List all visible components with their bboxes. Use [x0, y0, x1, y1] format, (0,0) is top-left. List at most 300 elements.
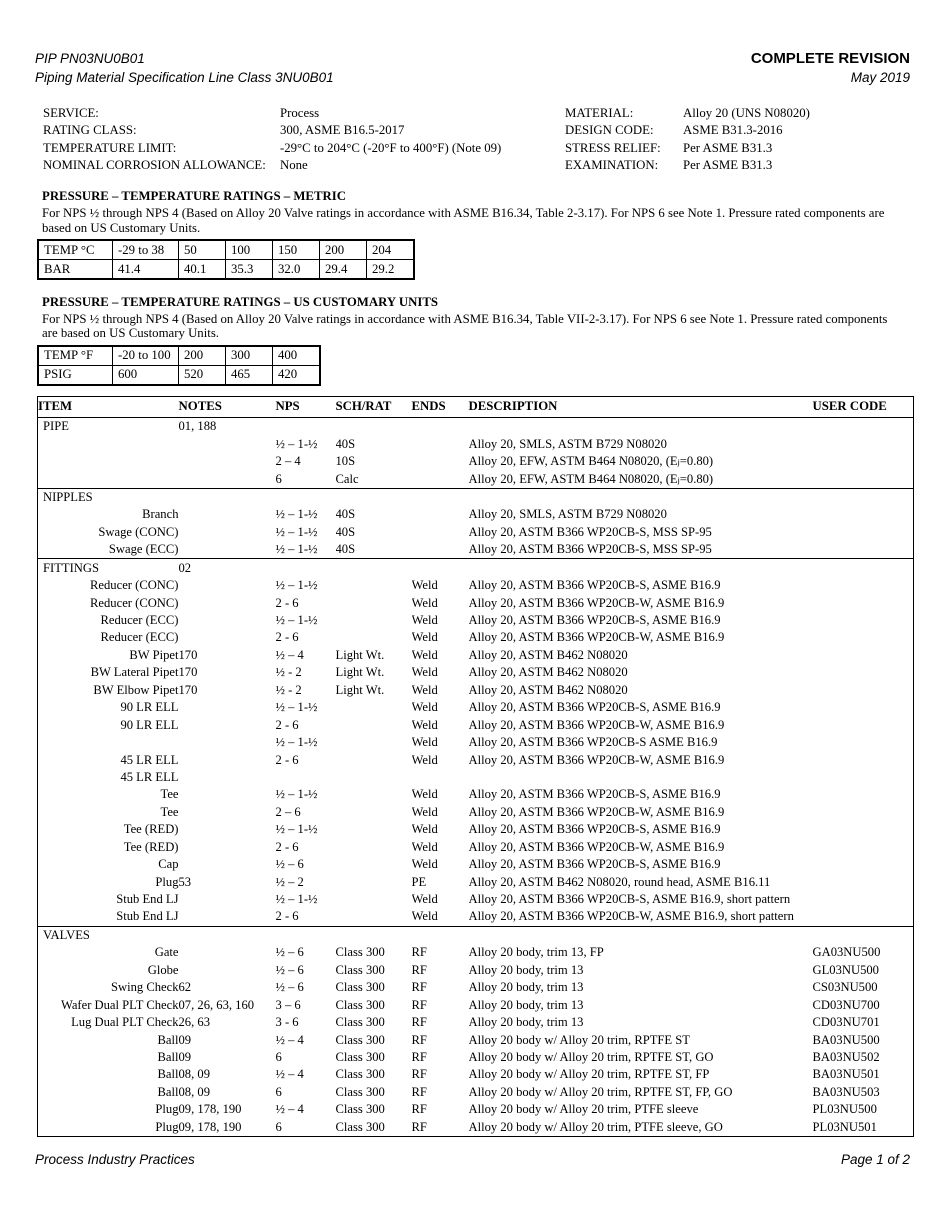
cell-notes	[179, 453, 276, 470]
pt-value: 100	[226, 240, 273, 260]
cell-nps: ½ - 2	[275, 665, 302, 680]
spec-row	[38, 453, 914, 470]
cell-item: BW Elbow Pipet	[93, 682, 179, 697]
pt-value: 200	[179, 346, 226, 366]
cell-item: Gate	[154, 945, 179, 960]
info-label: EXAMINATION:	[565, 157, 659, 172]
cell-sch: 40S	[335, 542, 356, 557]
cell-ends	[412, 417, 469, 435]
cell-code	[813, 506, 914, 523]
cell-code	[813, 908, 914, 926]
cell-item: Reducer (CONC)	[90, 578, 179, 593]
cell-desc: Alloy 20, ASTM B462 N08020, round head, ASME B16.11	[468, 874, 771, 889]
cell-ends: Weld	[411, 717, 438, 732]
cell-nps: 6	[275, 471, 282, 486]
cell-code	[813, 664, 914, 681]
cell-sch	[336, 751, 412, 768]
info-label: MATERIAL:	[565, 106, 634, 120]
pt-value: 50	[179, 240, 226, 260]
cell-desc: Alloy 20, ASTM B366 WP20CB-W, ASME B16.9	[468, 630, 725, 645]
pt-value: 204	[367, 240, 415, 260]
cell-nps	[276, 417, 336, 435]
pt-value: 300	[226, 346, 273, 366]
cell-notes: 09, 178, 190	[178, 1119, 242, 1134]
cell-desc: Alloy 20, ASTM B462 N08020	[468, 647, 628, 662]
spec-row	[38, 647, 914, 664]
cell-nps: 2 - 6	[275, 595, 299, 610]
cell-ends: Weld	[411, 665, 438, 680]
cell-code	[813, 435, 914, 452]
cell-code: BA03NU502	[812, 1049, 880, 1064]
cell-code	[813, 873, 914, 890]
cell-desc: Alloy 20 body w/ Alloy 20 trim, RPTFE ST, FP, GO	[468, 1084, 733, 1099]
cell-ends: Weld	[411, 647, 438, 662]
cell-code: PL03NU500	[812, 1102, 877, 1117]
info-label: SERVICE:	[43, 106, 99, 120]
cell-nps: ½ – 6	[275, 980, 304, 995]
spec-row	[38, 594, 914, 611]
pt-us-section	[42, 295, 910, 386]
section-name: PIPE	[38, 417, 179, 435]
cell-notes	[179, 891, 276, 908]
cell-desc: Alloy 20 body w/ Alloy 20 trim, PTFE sleeve	[468, 1102, 699, 1117]
spec-row	[38, 629, 914, 646]
cell-sch: Calc	[335, 471, 359, 486]
doc-number: PIP PN03NU0B01	[35, 51, 145, 66]
column-header-item: ITEM	[38, 396, 179, 417]
cell-nps: ½ – 4	[275, 1032, 304, 1047]
cell-sch	[336, 716, 412, 733]
title-block	[35, 50, 334, 87]
cell-item: Swing Check	[110, 980, 179, 995]
cell-desc: Alloy 20 body w/ Alloy 20 trim, PTFE sleeve, GO	[468, 1119, 723, 1134]
cell-sch	[336, 734, 412, 751]
cell-notes: 170	[178, 647, 198, 662]
cell-desc	[469, 417, 813, 435]
cell-desc: Alloy 20, ASTM B366 WP20CB-W, ASME B16.9	[468, 804, 725, 819]
cell-notes	[179, 716, 276, 733]
cell-code	[813, 417, 914, 435]
cell-notes: 02	[179, 559, 276, 577]
cell-nps: ½ - 2	[275, 682, 302, 697]
cell-code	[813, 541, 914, 559]
cell-desc	[469, 559, 813, 577]
cell-sch: Light Wt.	[335, 682, 385, 697]
info-value: Process	[280, 106, 320, 120]
cell-notes	[179, 944, 276, 961]
spec-row	[38, 751, 914, 768]
spec-row	[38, 612, 914, 629]
cell-ends: Weld	[411, 752, 438, 767]
pt-us-intro: For NPS ½ through NPS 4 (Based on Alloy 20 Valve ratings in accordance with ASME B16.34, Table VII-2-3.17). For NPS 6 see Note 1. Pressure rated components are based on US Customary Units.	[42, 312, 888, 341]
cell-nps: 3 – 6	[275, 997, 301, 1012]
cell-sch: Light Wt.	[335, 665, 385, 680]
cell-desc: Alloy 20, ASTM B366 WP20CB-S, ASME B16.9	[468, 857, 721, 872]
cell-notes	[179, 523, 276, 540]
cell-desc: Alloy 20 body w/ Alloy 20 trim, RPTFE ST, FP	[468, 1067, 710, 1082]
pt-value: 40.1	[179, 260, 226, 280]
cell-desc: Alloy 20, ASTM B366 WP20CB-S, ASME B16.9	[468, 578, 721, 593]
cell-sch	[336, 803, 412, 820]
pt-us-table	[37, 345, 321, 386]
cell-sch	[336, 612, 412, 629]
cell-desc: Alloy 20 body w/ Alloy 20 trim, RPTFE ST	[468, 1032, 690, 1047]
cell-sch: 10S	[335, 454, 356, 469]
cell-nps: ½ – 1-½	[275, 787, 318, 802]
cell-notes: 09	[178, 1032, 192, 1047]
spec-row	[38, 1118, 914, 1136]
cell-item: Reducer (CONC)	[90, 595, 179, 610]
pt-value: 465	[226, 365, 273, 385]
cell-item: Branch	[142, 507, 179, 522]
cell-code	[813, 559, 914, 577]
cell-sch: Class 300	[335, 1084, 385, 1099]
footer-org: Process Industry Practices	[35, 1152, 195, 1167]
cell-code	[813, 453, 914, 470]
cell-nps	[276, 559, 336, 577]
info-label: NOMINAL CORROSION ALLOWANCE:	[43, 157, 266, 172]
cell-sch: Class 300	[335, 1067, 385, 1082]
column-header-description: DESCRIPTION	[469, 396, 813, 417]
spec-row	[38, 716, 914, 733]
info-value: Alloy 20 (UNS N08020)	[683, 106, 810, 120]
cell-nps: ½ – 1-½	[275, 822, 318, 837]
pt-value: 150	[273, 240, 320, 260]
cell-notes	[179, 699, 276, 716]
cell-item: Lug Dual PLT Check	[71, 1015, 179, 1030]
cell-notes	[179, 786, 276, 803]
cell-nps: ½ – 1-½	[275, 892, 318, 907]
cell-code: PL03NU501	[812, 1119, 877, 1134]
cell-ends	[412, 523, 469, 540]
cell-desc	[469, 769, 813, 786]
info-value: None	[280, 157, 308, 172]
cell-ends	[412, 769, 469, 786]
info-value: ASME B31.3-2016	[683, 123, 783, 138]
cell-sch	[336, 417, 412, 435]
cell-nps: ½ – 6	[275, 945, 304, 960]
pt-value: 600	[113, 365, 179, 385]
revision-date: May 2019	[850, 69, 910, 85]
pt-value: 29.2	[367, 260, 415, 280]
pt-value: 35.3	[226, 260, 273, 280]
cell-ends: RF	[411, 1102, 427, 1117]
cell-item: Swage (CONC)	[98, 524, 179, 539]
column-header-nps: NPS	[276, 396, 336, 417]
pt-value: 41.4	[113, 260, 179, 280]
cell-item: Plug	[155, 874, 179, 889]
cell-ends: Weld	[411, 613, 438, 628]
spec-row	[38, 1031, 914, 1048]
cell-nps: ½ – 2	[275, 874, 304, 889]
cell-item: Reducer (ECC)	[100, 613, 179, 628]
spec-row	[38, 470, 914, 488]
cell-sch: Class 300	[335, 1032, 385, 1047]
cell-code: BA03NU500	[812, 1032, 880, 1047]
cell-item	[38, 453, 179, 470]
section-header-row	[38, 559, 914, 577]
spec-table-head	[38, 396, 914, 417]
cell-sch: Class 300	[335, 1102, 385, 1117]
spec-row	[38, 1066, 914, 1083]
doc-title: Piping Material Specification Line Class 3NU0B01	[35, 69, 334, 85]
cell-ends: Weld	[411, 578, 438, 593]
spec-row	[38, 786, 914, 803]
cell-notes: 53	[178, 874, 192, 889]
cell-sch	[336, 488, 412, 506]
cell-ends: RF	[411, 962, 427, 977]
cell-notes	[179, 506, 276, 523]
cell-ends: RF	[411, 1067, 427, 1082]
cell-code	[813, 803, 914, 820]
cell-ends	[412, 506, 469, 523]
cell-desc: Alloy 20 body, trim 13, FP	[468, 945, 604, 960]
spec-row	[38, 664, 914, 681]
column-header-notes: NOTES	[179, 396, 276, 417]
cell-code	[813, 821, 914, 838]
cell-item: Swage (ECC)	[108, 542, 179, 557]
cell-item: Reducer (ECC)	[100, 630, 179, 645]
cell-ends: RF	[411, 1015, 427, 1030]
cell-notes: 170	[178, 682, 198, 697]
cell-desc	[469, 488, 813, 506]
cell-ends	[412, 559, 469, 577]
cell-notes	[179, 435, 276, 452]
cell-sch: Class 300	[335, 962, 385, 977]
cell-item	[38, 734, 179, 751]
cell-code: BA03NU503	[812, 1084, 880, 1099]
cell-notes: 07, 26, 63, 160	[178, 997, 255, 1012]
cell-code: GL03NU500	[812, 962, 879, 977]
cell-desc: Alloy 20, ASTM B366 WP20CB-S, ASME B16.9	[468, 700, 721, 715]
cell-notes: 170	[178, 665, 198, 680]
cell-code	[813, 838, 914, 855]
cell-code: CS03NU500	[812, 980, 878, 995]
cell-nps: ½ – 4	[275, 647, 304, 662]
cell-ends: Weld	[411, 909, 438, 924]
cell-ends: PE	[411, 874, 427, 889]
cell-notes	[179, 838, 276, 855]
cell-notes	[179, 803, 276, 820]
pt-metric-section	[42, 189, 910, 280]
cell-item: Tee	[160, 804, 179, 819]
cell-code	[813, 856, 914, 873]
cell-desc: Alloy 20, SMLS, ASTM B729 N08020	[468, 436, 667, 451]
pt-row	[38, 346, 320, 366]
cell-nps	[276, 488, 336, 506]
spec-row	[38, 699, 914, 716]
pt-value: 29.4	[320, 260, 367, 280]
cell-sch: Class 300	[335, 1015, 385, 1030]
cell-ends	[412, 488, 469, 506]
cell-ends: Weld	[411, 595, 438, 610]
cell-nps: 2 - 6	[275, 752, 299, 767]
cell-item: Ball	[157, 1032, 179, 1047]
cell-sch: Class 300	[335, 1119, 385, 1134]
spec-row	[38, 821, 914, 838]
cell-notes: 01, 188	[179, 417, 276, 435]
cell-code	[813, 647, 914, 664]
cell-code	[813, 751, 914, 768]
spec-row	[38, 908, 914, 926]
section-header-row	[38, 926, 914, 944]
info-value: -29°C to 204°C (-20°F to 400°F) (Note 09)	[280, 140, 502, 155]
spec-row	[38, 506, 914, 523]
cell-desc: Alloy 20, ASTM B366 WP20CB-W, ASME B16.9	[468, 595, 725, 610]
cell-desc: Alloy 20, SMLS, ASTM B729 N08020	[468, 507, 667, 522]
pt-row	[38, 365, 320, 385]
cell-notes	[179, 856, 276, 873]
pt-metric-intro: For NPS ½ through NPS 4 (Based on Alloy 20 Valve ratings in accordance with ASME B16.34, Table 2-3.17). For NPS 6 see Note 1. Pressure rated components are based on US Customary Units.	[42, 206, 885, 235]
cell-notes: 08, 09	[178, 1067, 210, 1082]
cell-notes: 62	[178, 980, 192, 995]
cell-notes	[179, 926, 276, 944]
spec-table-body	[38, 417, 914, 1136]
column-header-sch-rat: SCH/RAT	[336, 396, 412, 417]
pt-row	[38, 240, 414, 260]
cell-nps: 2 – 4	[275, 454, 301, 469]
cell-nps: ½ – 1-½	[275, 436, 318, 451]
cell-ends: RF	[411, 1084, 427, 1099]
pt-us-title: PRESSURE – TEMPERATURE RATINGS – US CUSTOMARY UNITS	[42, 295, 438, 309]
spec-row	[38, 523, 914, 540]
cell-nps: 2 - 6	[275, 630, 299, 645]
spec-row	[38, 996, 914, 1013]
cell-notes	[179, 769, 276, 786]
cell-item: Stub End LJ	[116, 892, 179, 907]
cell-nps: 3 - 6	[275, 1015, 299, 1030]
cell-nps: ½ – 4	[275, 1102, 304, 1117]
cell-item: Cap	[158, 857, 179, 872]
pt-us-body	[38, 346, 320, 385]
cell-item: Tee	[160, 787, 179, 802]
cell-item: Ball	[157, 1084, 179, 1099]
cell-ends	[412, 435, 469, 452]
spec-row	[38, 681, 914, 698]
cell-item: 45 LR ELL	[120, 752, 179, 767]
cell-code	[813, 594, 914, 611]
spec-row	[38, 1049, 914, 1066]
cell-item: BW Pipet	[129, 647, 179, 662]
pt-metric-table	[37, 239, 415, 280]
section-header-row	[38, 488, 914, 506]
info-value: Per ASME B31.3	[683, 157, 773, 172]
cell-desc: Alloy 20 body, trim 13	[468, 962, 584, 977]
spec-row	[38, 1014, 914, 1031]
cell-item: Wafer Dual PLT Check	[60, 997, 179, 1012]
cell-sch	[336, 699, 412, 716]
pt-row	[38, 260, 414, 280]
cell-desc: Alloy 20, ASTM B366 WP20CB-S, ASME B16.9	[468, 787, 721, 802]
pt-row-label: TEMP °C	[38, 240, 113, 260]
cell-sch: Class 300	[335, 997, 385, 1012]
cell-sch	[336, 629, 412, 646]
cell-code	[813, 681, 914, 698]
cell-code	[813, 926, 914, 944]
cell-notes	[179, 470, 276, 488]
cell-sch	[336, 821, 412, 838]
pt-value: 200	[320, 240, 367, 260]
cell-notes: 09, 178, 190	[178, 1102, 242, 1117]
spec-table	[37, 396, 914, 1137]
cell-notes	[179, 612, 276, 629]
cell-ends: Weld	[411, 682, 438, 697]
cell-item: Stub End LJ	[116, 909, 179, 924]
cell-notes	[179, 751, 276, 768]
pt-value: 400	[273, 346, 321, 366]
cell-notes	[179, 488, 276, 506]
cell-ends: Weld	[411, 735, 438, 750]
cell-item: Plug	[155, 1119, 179, 1134]
cell-sch	[336, 786, 412, 803]
spec-row	[38, 577, 914, 594]
cell-nps	[276, 769, 336, 786]
cell-item: Globe	[147, 962, 179, 977]
pt-row-label: PSIG	[38, 365, 113, 385]
cell-notes	[179, 577, 276, 594]
spec-header-row	[38, 396, 914, 417]
cell-code	[813, 786, 914, 803]
cell-item	[38, 435, 179, 452]
cell-desc: Alloy 20 body w/ Alloy 20 trim, RPTFE ST, GO	[468, 1049, 714, 1064]
cell-ends: RF	[411, 1049, 427, 1064]
cell-nps: ½ – 1-½	[275, 524, 318, 539]
pt-value: -29 to 38	[113, 240, 179, 260]
cell-ends: Weld	[411, 892, 438, 907]
cell-desc: Alloy 20 body, trim 13	[468, 1015, 584, 1030]
cell-desc: Alloy 20 body, trim 13	[468, 997, 584, 1012]
pt-value: -20 to 100	[113, 346, 179, 366]
cell-notes: 08, 09	[178, 1084, 210, 1099]
cell-ends	[412, 453, 469, 470]
cell-desc: Alloy 20, ASTM B366 WP20CB-W, ASME B16.9	[468, 839, 725, 854]
pt-value: 520	[179, 365, 226, 385]
cell-sch: 40S	[335, 507, 356, 522]
cell-desc: Alloy 20, ASTM B366 WP20CB-S, ASME B16.9	[468, 822, 721, 837]
spec-row	[38, 979, 914, 996]
cell-code: GA03NU500	[812, 945, 881, 960]
cell-sch	[336, 594, 412, 611]
cell-item: 90 LR ELL	[120, 717, 179, 732]
revision-block	[751, 50, 910, 87]
cell-ends: Weld	[411, 804, 438, 819]
column-header-ends: ENDS	[412, 396, 469, 417]
cell-nps: ½ – 4	[275, 1067, 304, 1082]
pt-row-label: TEMP °F	[38, 346, 113, 366]
cell-code	[813, 769, 914, 786]
cell-nps: ½ – 1-½	[275, 542, 318, 557]
section-name: NIPPLES	[38, 488, 179, 506]
cell-sch	[336, 577, 412, 594]
cell-notes	[179, 821, 276, 838]
cell-nps: ½ – 6	[275, 857, 304, 872]
cell-item: 90 LR ELL	[120, 700, 179, 715]
cell-ends: Weld	[411, 839, 438, 854]
info-label: STRESS RELIEF:	[565, 140, 661, 155]
cell-nps: 2 - 6	[275, 717, 299, 732]
spec-row	[38, 873, 914, 890]
spec-row	[38, 838, 914, 855]
cell-notes	[179, 629, 276, 646]
cell-ends: Weld	[411, 787, 438, 802]
cell-desc: Alloy 20 body, trim 13	[468, 980, 584, 995]
cell-notes	[179, 734, 276, 751]
cell-item: Tee (RED)	[123, 839, 179, 854]
section-header-row	[38, 417, 914, 435]
column-header-user-code: USER CODE	[813, 396, 914, 417]
info-label: TEMPERATURE LIMIT:	[43, 140, 177, 155]
cell-sch	[336, 856, 412, 873]
